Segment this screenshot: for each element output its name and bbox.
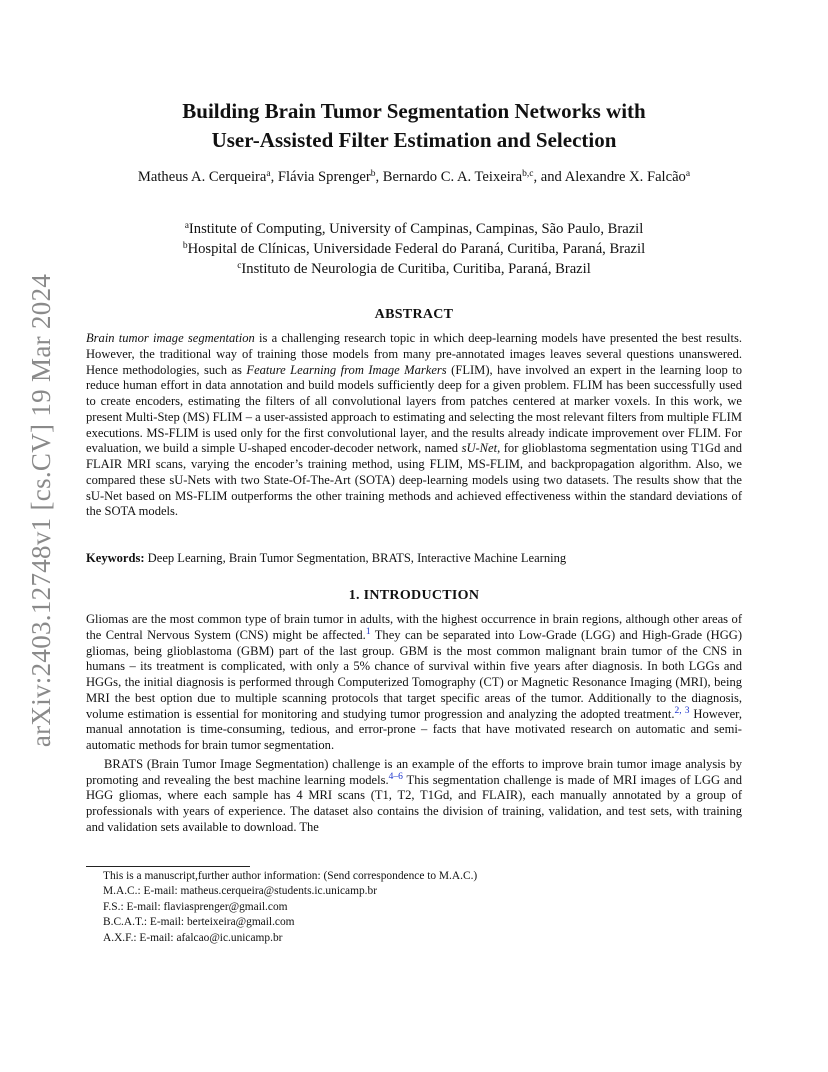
affiliation-list bbox=[96, 219, 732, 279]
abstract-emphasis: sU-Net bbox=[461, 441, 498, 456]
paragraph-text: This segmentation challenge is made of MRI images of LGG and HGG gliomas, where each sample has 4 MRI scans (T1, T2, T1Gd, and FLAIR), each manually annotated by a group of professionals with years of experience. The dataset also contains the division of training, validation, and test sets, with training and validation sets available to download. The bbox=[86, 772, 743, 834]
abstract-text: (FLIM), have involved an expert in the learning loop to reduce human effort in data annotation and build models sufficiently deep for a given problem. FLIM has been successfully used to create encoders, estimating the filters of all convolutional layers from patches centered at marker voxels. In this work, we present Multi-Step (MS) FLIM – a user-assisted approach to estimating and selecting the most relevant filters from multiple FLIM executions. MS-FLIM is used only for the first convolutional layer, and the results already indicate improvement over FLIM. For evaluation, we build a simple U-shaped encoder-decoder network, named bbox=[86, 362, 742, 456]
citation-link[interactable]: 4–6 bbox=[388, 771, 403, 782]
title-line: Building Brain Tumor Segmentation Networks with bbox=[182, 99, 646, 123]
affiliation-marker: a bbox=[266, 169, 271, 179]
affiliation-text: Instituto de Neurologia de Curitiba, Curitiba, Paraná, Brazil bbox=[241, 261, 591, 277]
footnote: F.S.: E-mail: flaviasprenger@gmail.com bbox=[103, 900, 288, 913]
footnote: B.C.A.T.: E-mail: berteixeira@gmail.com bbox=[103, 916, 295, 929]
keywords bbox=[86, 551, 742, 567]
author-name: Matheus A. Cerqueira bbox=[137, 169, 267, 185]
keywords-label: Keywords: bbox=[86, 551, 145, 565]
paper-title bbox=[86, 97, 742, 155]
affiliation bbox=[96, 239, 732, 259]
abstract-emphasis: Brain tumor image segmentation bbox=[86, 331, 255, 345]
affiliation-marker: c bbox=[237, 261, 242, 271]
footnotes bbox=[103, 869, 703, 946]
abstract-text: , for glioblastoma segmentation using T1Gd and FLAIR MRI scans, varying the encoder’s training method, using FLIM, MS-FLIM, and backpropagation algorithm. Also, we compared these sU-Nets with two State-Of-The-Art (SOTA) deep-learning models using two datasets. The results show that the sU-Net based on MS-FLIM outperforms the other training methods and achieved effectiveness within the standard deviations of the SOTA models. bbox=[86, 441, 743, 519]
author-list bbox=[96, 167, 732, 187]
citation-link[interactable]: 2, 3 bbox=[674, 705, 690, 716]
paragraph bbox=[86, 612, 742, 754]
author-name: Bernardo C. A. Teixeira bbox=[382, 169, 523, 185]
arxiv-identifier bbox=[18, 273, 66, 747]
affiliation-marker: a bbox=[685, 169, 691, 179]
abstract-body bbox=[86, 331, 742, 520]
affiliation-marker: b,c bbox=[522, 169, 534, 179]
paragraph bbox=[86, 757, 742, 836]
author-name: Flávia Sprenger bbox=[277, 169, 371, 185]
arxiv-identifier-text: arXiv:2403.12748v1 [cs.CV] 19 Mar 2024 bbox=[26, 273, 57, 747]
section-heading: 1. INTRODUCTION bbox=[348, 588, 480, 603]
author-name: Alexandre X. Falcão bbox=[564, 169, 686, 185]
abstract-text: is a challenging research topic in which deep-learning models have presented the best results. However, the traditional way of training those models from many pre-annotated images leaves several questions unanswered. Hence methodologies, such as bbox=[86, 331, 742, 377]
introduction-body bbox=[86, 612, 742, 836]
footnote: A.X.F.: E-mail: afalcao@ic.unicamp.br bbox=[103, 931, 283, 944]
footnote-divider bbox=[86, 866, 250, 867]
affiliation-marker: a bbox=[184, 221, 189, 231]
affiliation-text: Institute of Computing, University of Campinas, Campinas, São Paulo, Brazil bbox=[188, 221, 644, 237]
paragraph-text: BRATS (Brain Tumor Image Segmentation) challenge is an example of the efforts to improve brain tumor image analysis by promoting and revealing the best machine learning models. bbox=[86, 756, 742, 787]
affiliation bbox=[96, 219, 732, 239]
footnote: This is a manuscript,further author information: (Send correspondence to M.A.C.) bbox=[103, 870, 478, 882]
citation-link[interactable]: 1 bbox=[365, 626, 371, 637]
separator: , and bbox=[533, 169, 565, 185]
affiliation-text: Hospital de Clínicas, Universidade Federal do Paraná, Curitiba, Paraná, Brazil bbox=[187, 241, 646, 257]
affiliation-marker: b bbox=[370, 169, 376, 179]
affiliation bbox=[96, 259, 732, 279]
abstract-heading: ABSTRACT bbox=[374, 307, 454, 322]
separator: , bbox=[270, 169, 278, 185]
abstract-emphasis: Feature Learning from Image Markers bbox=[246, 362, 447, 377]
paragraph-text: Gliomas are the most common type of brain tumor in adults, with the highest occurrence in brain regions, although other areas of the Central Nervous System (CNS) might be affected. bbox=[86, 612, 742, 642]
separator: , bbox=[375, 169, 383, 185]
footnote: M.A.C.: E-mail: matheus.cerqueira@students.ic.unicamp.br bbox=[103, 885, 377, 898]
paragraph-text: However, manual annotation is time-consuming, tedious, and error-prone – facts that have motivated research on automatic and semi-automatic methods for brain tumor segmentation. bbox=[86, 706, 742, 752]
keywords-text: Deep Learning, Brain Tumor Segmentation, BRATS, Interactive Machine Learning bbox=[144, 551, 567, 565]
affiliation-marker: b bbox=[182, 241, 188, 251]
paragraph-text: They can be separated into Low-Grade (LGG) and High-Grade (HGG) gliomas, being glioblastoma (GBM) part of the last group. GBM is the most common malignant brain tumor of the CNS in humans – its treatment is complicated, with only a 5% chance of survival within five years after diagnosis. In both LGGs and HGGs, the initial diagnosis is performed through Computerized Tomography (CT) or Magnetic Resonance Imaging (MRI), being MRI the best option due to multiple scanning protocols that target specific areas of the tumor. Additionally to the diagnosis, volume estimation is essential for monitoring and studying tumor progression and analyzing the adopted treatment. bbox=[86, 627, 742, 721]
title-line: User-Assisted Filter Estimation and Selection bbox=[211, 128, 617, 152]
